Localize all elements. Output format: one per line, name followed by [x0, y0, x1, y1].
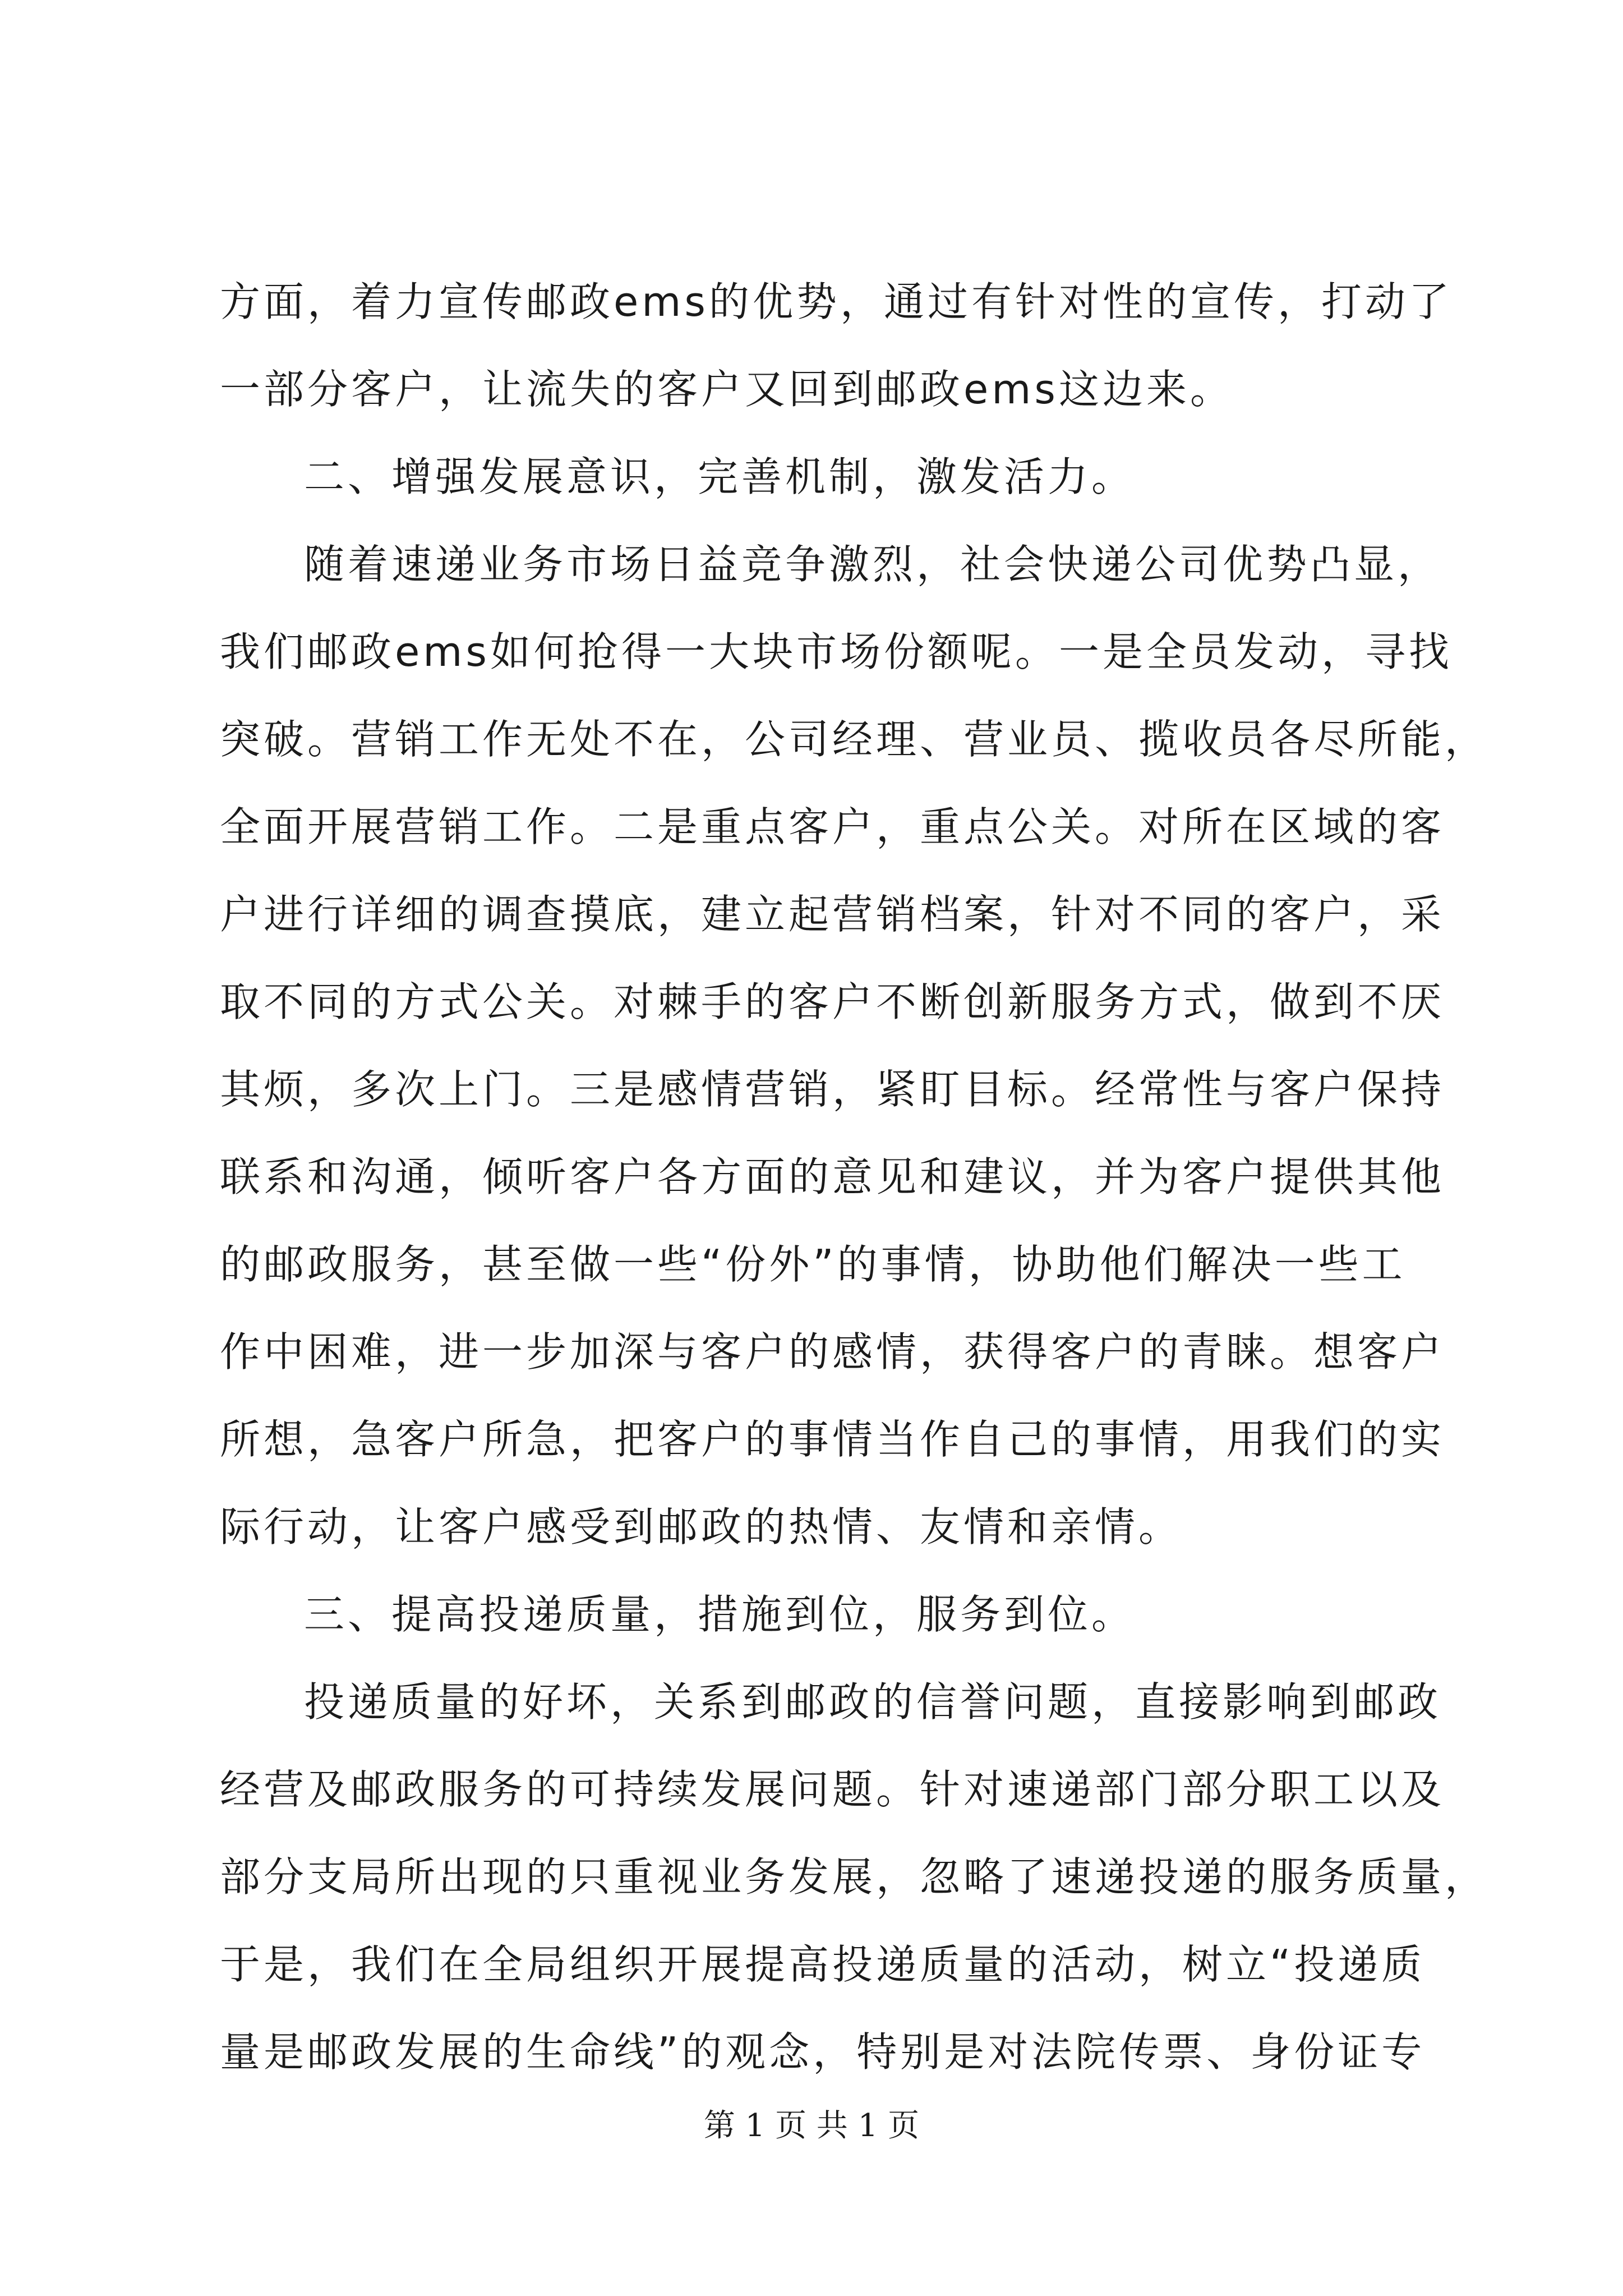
text-line: 其烦，多次上门。三是感情营销，紧盯目标。经常性与客户保持: [220, 1066, 1445, 1113]
section-heading: 三、提高投递质量，措施到位，服务到位。: [304, 1591, 1136, 1638]
text-line: 取不同的方式公关。对棘手的客户不断创新服务方式，做到不厌: [220, 978, 1445, 1025]
text-line: 部分支局所出现的只重视业务发展，忽略了速递投递的服务质量，: [220, 1853, 1489, 1901]
text-line: 所想，急客户所急，把客户的事情当作自己的事情，用我们的实: [220, 1416, 1445, 1463]
text-line: 经营及邮政服务的可持续发展问题。针对速递部门部分职工以及: [220, 1766, 1445, 1813]
text-line: 全面开展营销工作。二是重点客户，重点公关。对所在区域的客: [220, 803, 1445, 850]
section-heading: 二、增强发展意识，完善机制，激发活力。: [304, 453, 1136, 500]
text-line: 突破。营销工作无处不在，公司经理、营业员、揽收员各尽所能，: [220, 716, 1489, 763]
text-line: 我们邮政ems如何抢得一大块市场份额呢。一是全员发动，寻找: [220, 628, 1453, 675]
text-line: 的邮政服务，甚至做一些“份外”的事情，协助他们解决一些工: [220, 1241, 1406, 1288]
document-body: [220, 258, 1489, 2096]
text-line: 方面，着力宣传邮政ems的优势，通过有针对性的宣传，打动了: [220, 278, 1453, 325]
text-line: 一部分客户，让流失的客户又回到邮政ems这边来。: [220, 366, 1234, 413]
text-line: 量是邮政发展的生命线”的观念，特别是对法院传票、身份证专: [220, 2028, 1426, 2076]
text-line: 作中困难，进一步加深与客户的感情，获得客户的青睐。想客户: [220, 1328, 1445, 1375]
text-line: 户进行详细的调查摸底，建立起营销档案，针对不同的客户，采: [220, 891, 1445, 938]
text-line: 于是，我们在全局组织开展提高投递质量的活动，树立“投递质: [220, 1941, 1426, 1988]
text-line: 投递质量的好坏，关系到邮政的信誉问题，直接影响到邮政: [304, 1678, 1442, 1726]
page-number-footer: 第 1 页 共 1 页: [703, 2108, 920, 2144]
text-line: 际行动，让客户感受到邮政的热情、友情和亲情。: [220, 1503, 1183, 1550]
text-line: 联系和沟通，倾听客户各方面的意见和建议，并为客户提供其他: [220, 1153, 1445, 1200]
text-line: 随着速递业务市场日益竞争激烈，社会快递公司优势凸显，: [304, 541, 1442, 588]
